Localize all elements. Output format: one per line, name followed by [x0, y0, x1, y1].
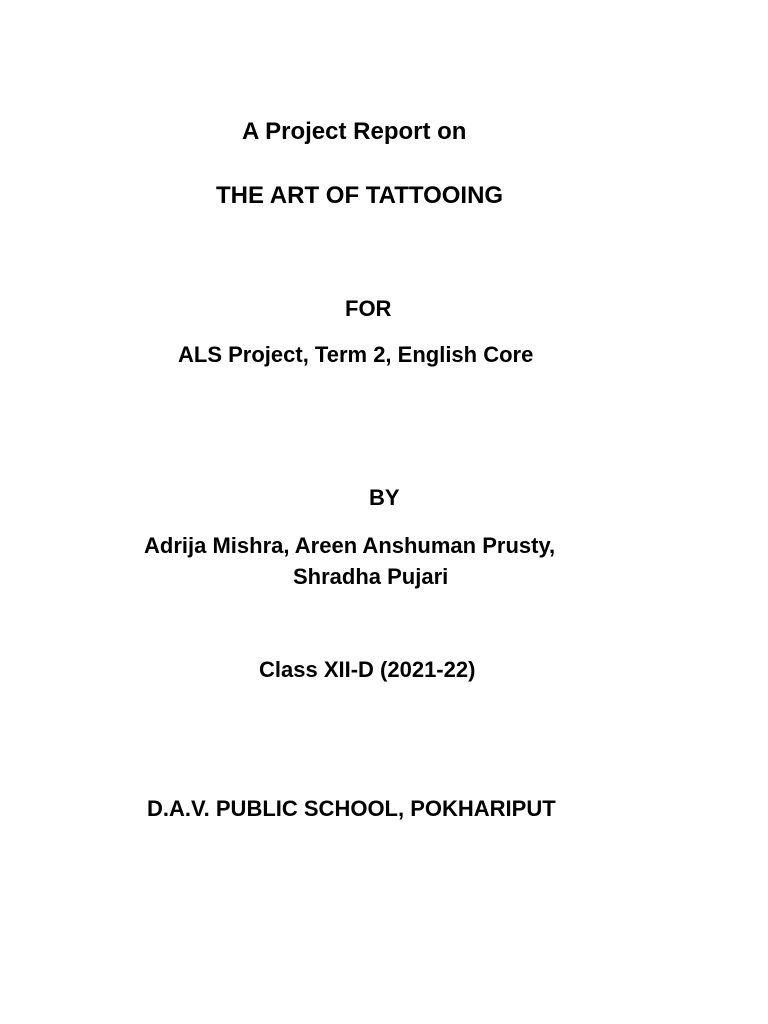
- class-info: Class XII-D (2021-22): [259, 657, 476, 682]
- report-intro: A Project Report on: [242, 118, 467, 145]
- report-title: THE ART OF TATTOOING: [216, 182, 504, 209]
- for-label: FOR: [345, 296, 392, 321]
- authors-line-1: Adrija Mishra, Areen Anshuman Prusty,: [144, 533, 556, 558]
- authors-line-2: Shradha Pujari: [293, 564, 449, 589]
- by-label: BY: [369, 485, 400, 510]
- school-name: D.A.V. PUBLIC SCHOOL, POKHARIPUT: [147, 796, 556, 821]
- project-purpose: ALS Project, Term 2, English Core: [178, 342, 534, 367]
